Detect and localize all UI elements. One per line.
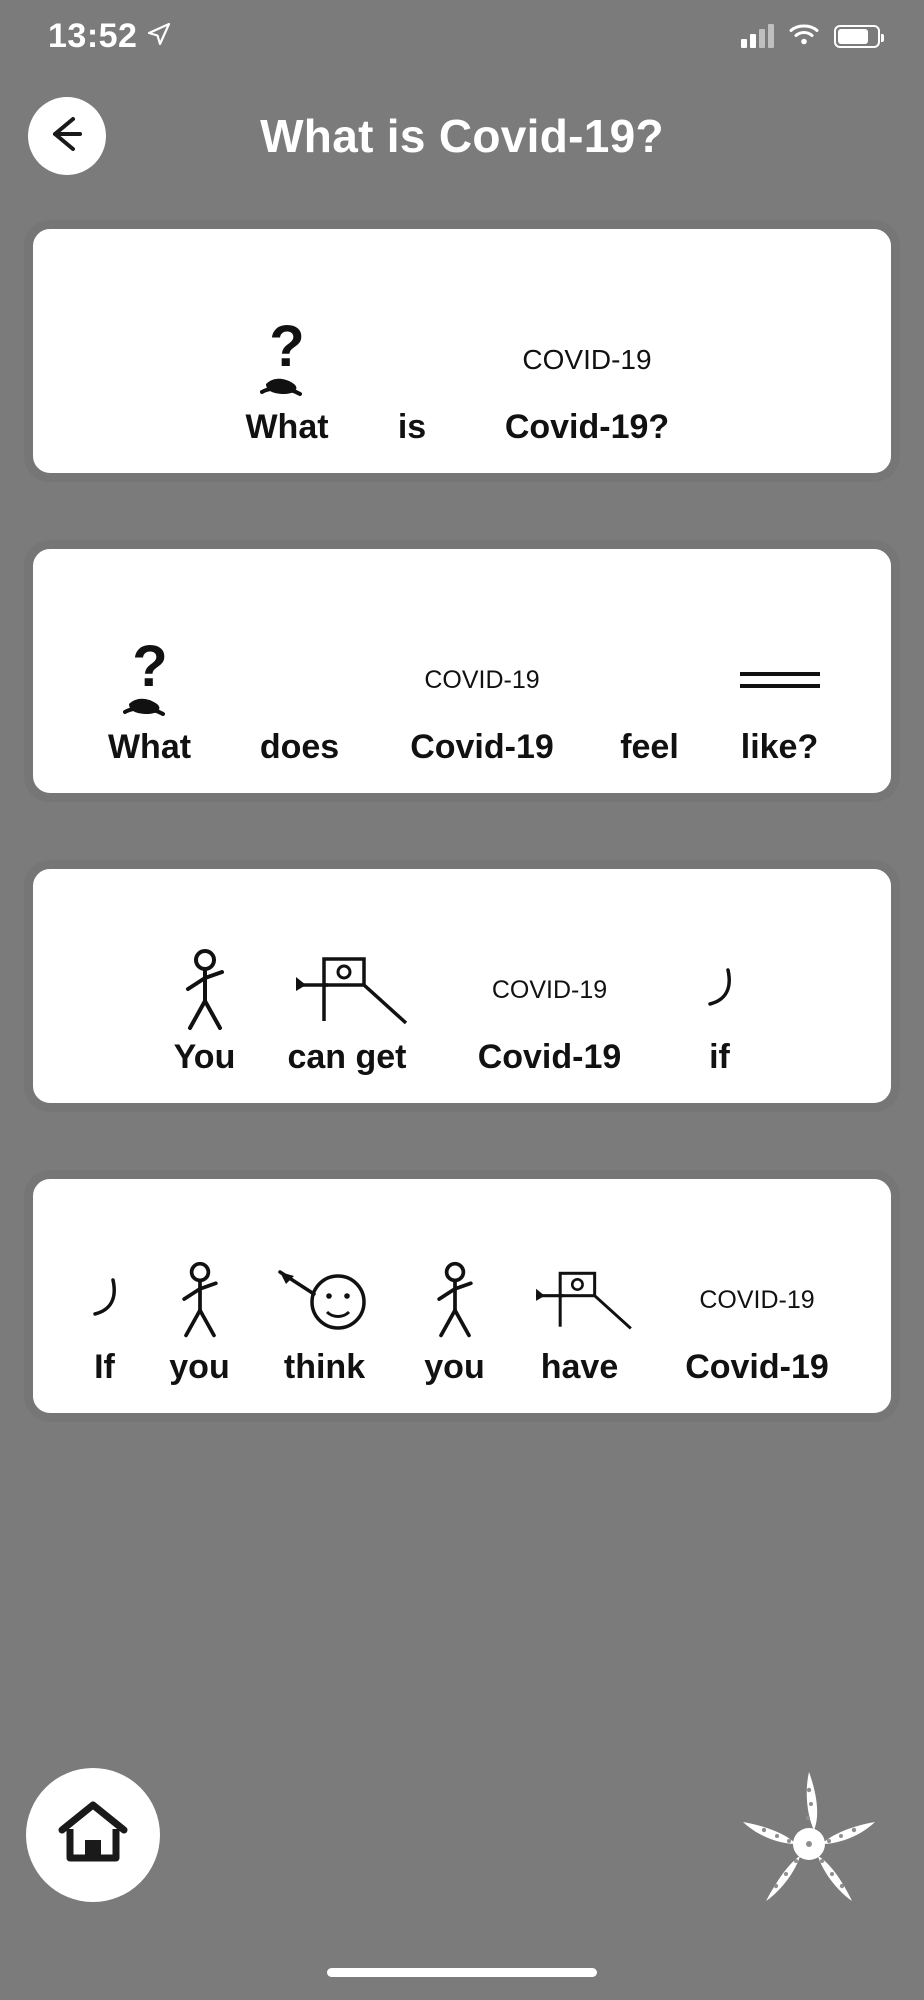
stick-person-symbol (176, 942, 234, 1038)
card-word: you (424, 1348, 485, 1386)
question-mark-symbol (252, 312, 322, 408)
thinking-face-symbol (270, 1252, 380, 1348)
symbol-cell-empty (590, 632, 710, 728)
stick-person-symbol (173, 1252, 227, 1348)
symbol-cell (665, 942, 775, 1038)
symbol-cell (60, 1252, 150, 1348)
home-button[interactable] (26, 1768, 160, 1902)
symbol-cell (400, 1252, 510, 1348)
word-row (55, 1038, 869, 1077)
back-arrow-icon (44, 111, 90, 162)
cellular-signal-icon (741, 24, 774, 48)
back-button[interactable] (28, 97, 106, 175)
symbol-cell (462, 312, 712, 408)
word-row (55, 408, 869, 447)
home-indicator[interactable] (327, 1968, 597, 1977)
question-mark-symbol (115, 632, 185, 728)
card-list (0, 200, 924, 1726)
location-arrow-icon (147, 22, 171, 51)
symbol-cell-empty (225, 632, 375, 728)
card-you-can-get-covid-19-if[interactable] (24, 860, 900, 1112)
symbol-cell (710, 632, 850, 728)
card-word: What (107, 728, 192, 766)
bottom-bar (0, 1726, 924, 1944)
covid-19-symbol-text: COVID-19 (491, 975, 608, 1004)
symbol-cell (150, 1252, 250, 1348)
symbol-cell (260, 942, 435, 1038)
card-word: is (397, 408, 427, 446)
slide-symbol (282, 942, 412, 1038)
wifi-icon (788, 22, 820, 51)
symbol-row (55, 567, 869, 728)
card-word: What (245, 408, 329, 446)
card-word: If (94, 1348, 115, 1386)
covid-19-label-symbol (492, 942, 607, 1038)
card-word: Covid-19? (504, 408, 670, 446)
status-bar-right (741, 22, 880, 51)
covid-19-label-symbol (522, 312, 651, 408)
covid-19-label-symbol (424, 632, 539, 728)
status-bar (0, 0, 924, 72)
card-word: can get (287, 1038, 407, 1076)
status-time: 13:52 (48, 16, 138, 55)
card-word: like? (740, 728, 819, 766)
word-row (55, 1348, 869, 1387)
card-word: You (173, 1038, 236, 1076)
symbol-cell (435, 942, 665, 1038)
symbol-row (55, 887, 869, 1038)
symbol-cell (375, 632, 590, 728)
home-indicator-area (0, 1944, 924, 2000)
covid-19-label-symbol (699, 1252, 814, 1348)
covid-19-symbol-text: COVID-19 (522, 344, 652, 375)
starfish-icon[interactable] (734, 1760, 884, 1910)
symbol-cell (650, 1252, 865, 1348)
slide-symbol (524, 1252, 636, 1348)
symbol-cell (75, 632, 225, 728)
covid-19-symbol-text: COVID-19 (699, 1285, 815, 1314)
card-if-you-think-you-have-covid-19[interactable] (24, 1170, 900, 1422)
home-icon (56, 1798, 130, 1873)
battery-icon (834, 25, 880, 48)
card-what-does-covid-19-feel-like[interactable] (24, 540, 900, 802)
card-word: if (709, 1038, 730, 1076)
curve-symbol (77, 1252, 133, 1348)
header (0, 72, 924, 200)
covid-19-symbol-text: COVID-19 (424, 665, 540, 694)
card-word: does (259, 728, 340, 766)
card-word: think (283, 1348, 366, 1386)
card-word: Covid-19 (410, 728, 554, 766)
symbol-cell (510, 1252, 650, 1348)
status-bar-left (48, 17, 171, 56)
word-row (55, 728, 869, 767)
card-word: have (540, 1348, 619, 1386)
equals-lines-symbol (734, 632, 826, 728)
svg-text:?: ? (269, 314, 305, 379)
symbol-cell (150, 942, 260, 1038)
symbol-cell (212, 312, 362, 408)
curve-symbol (692, 942, 748, 1038)
stick-person-symbol (428, 1252, 482, 1348)
card-word: you (169, 1348, 230, 1386)
symbol-row (55, 247, 869, 408)
svg-text:?: ? (131, 634, 168, 699)
symbol-row (55, 1197, 869, 1348)
card-what-is-covid-19[interactable] (24, 220, 900, 482)
card-word: Covid-19 (685, 1348, 829, 1386)
symbol-cell (250, 1252, 400, 1348)
card-word: Covid-19 (477, 1038, 622, 1076)
card-word: feel (620, 728, 679, 766)
symbol-cell-empty (362, 312, 462, 408)
page-title: What is Covid-19? (260, 110, 664, 162)
